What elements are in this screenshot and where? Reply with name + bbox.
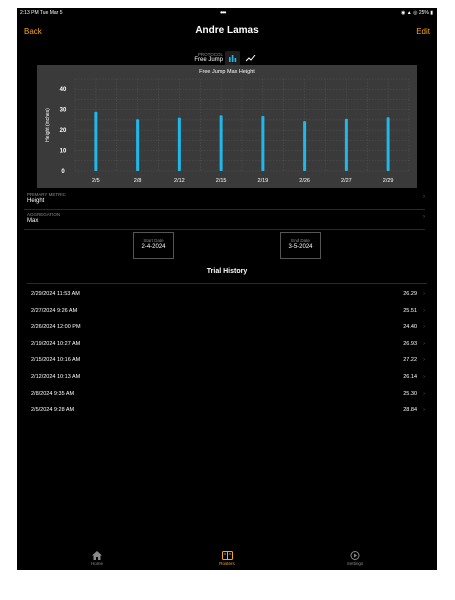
- chevron-right-icon: ›: [423, 324, 425, 331]
- bar-chart: [37, 65, 417, 188]
- trial-row[interactable]: [27, 352, 425, 369]
- protocol-value: Free Jump: [194, 57, 223, 63]
- chevron-right-icon: ›: [423, 373, 425, 380]
- bar: [220, 115, 223, 171]
- chevron-right-icon: ›: [423, 340, 425, 347]
- y-tick-label: 40: [59, 87, 67, 94]
- aggregation-row[interactable]: [24, 211, 425, 230]
- trial-row[interactable]: [27, 303, 425, 320]
- bar: [345, 119, 348, 171]
- trial-value: 25.30: [403, 390, 417, 397]
- edit-button[interactable]: Edit: [416, 27, 430, 36]
- trial-row[interactable]: [27, 286, 425, 303]
- bar-chart-icon: [225, 51, 240, 66]
- chart-svg: [37, 65, 417, 188]
- protocol-label: PROTOCOL: [197, 52, 223, 57]
- trial-date: 2/27/2024 9:26 AM: [31, 307, 78, 314]
- trial-value: 26.29: [403, 291, 417, 297]
- primary-metric-label: PRIMARY METRIC: [27, 192, 66, 197]
- end-date-label: End Date: [291, 238, 310, 243]
- trial-date: 2/12/2024 10:13 AM: [31, 373, 81, 380]
- back-button[interactable]: Back: [24, 27, 42, 36]
- status-time: 2:13 PM Tue Mar 5: [20, 10, 63, 16]
- x-tick-label: 2/26: [299, 178, 310, 184]
- aggregation-value: Max: [27, 218, 39, 224]
- y-tick-label: 0: [61, 169, 65, 175]
- x-tick-label: 2/19: [257, 178, 269, 184]
- home-icon: [92, 551, 102, 560]
- multitask-dots[interactable]: •••: [220, 8, 226, 17]
- x-tick-label: 2/29: [382, 178, 394, 184]
- trial-value: 25.51: [403, 307, 417, 314]
- app-screen: [17, 8, 437, 570]
- y-tick-label: 30: [59, 107, 67, 114]
- trial-history-title: Trial History: [206, 268, 248, 275]
- tab-bar: [17, 551, 437, 570]
- trial-value: 28.84: [403, 407, 417, 413]
- line-chart-toggle[interactable]: [243, 51, 258, 66]
- trial-value: 24.40: [403, 324, 417, 331]
- chevron-right-icon: ›: [423, 307, 425, 314]
- start-date-button[interactable]: [133, 232, 174, 259]
- y-axis-label: Height (inches): [45, 108, 51, 142]
- status-bar: [17, 8, 437, 18]
- tab-home-label: Home: [90, 561, 103, 566]
- primary-metric-row[interactable]: [24, 191, 425, 210]
- trial-row[interactable]: [27, 319, 425, 336]
- trial-value: 27.22: [403, 357, 417, 364]
- tab-home[interactable]: [77, 551, 117, 566]
- x-tick-label: 2/5: [92, 178, 100, 184]
- aggregation-label: AGGREGATION: [27, 212, 61, 217]
- chart-title: Free Jump Max Height: [199, 69, 255, 75]
- trial-row[interactable]: [27, 336, 425, 353]
- trial-value: 26.14: [403, 373, 417, 380]
- end-date-button[interactable]: [280, 232, 321, 259]
- trial-date: 2/8/2024 9:35 AM: [31, 390, 75, 397]
- chevron-right-icon: ›: [423, 194, 425, 200]
- trial-date: 2/26/2024 12:00 PM: [31, 324, 81, 331]
- rosters-icon: [222, 551, 233, 560]
- nav-bar: [17, 24, 437, 44]
- x-tick-label: 2/8: [133, 178, 142, 184]
- line-chart-icon: [243, 51, 258, 66]
- trial-row[interactable]: [27, 369, 425, 386]
- protocol-selector[interactable]: [189, 52, 223, 63]
- y-tick-label: 20: [59, 128, 67, 135]
- trial-value: 26.93: [403, 340, 417, 347]
- chevron-right-icon: ›: [423, 407, 425, 413]
- trial-row[interactable]: [27, 402, 425, 413]
- tab-rosters[interactable]: [207, 551, 247, 566]
- settings-icon: [350, 551, 360, 560]
- bar-chart-toggle[interactable]: [225, 51, 240, 66]
- x-tick-label: 2/12: [174, 178, 185, 184]
- bar: [178, 118, 181, 171]
- page-title: Andre Lamas: [195, 25, 259, 36]
- trial-row[interactable]: [27, 386, 425, 403]
- y-tick-label: 10: [59, 148, 67, 155]
- x-tick-label: 2/27: [341, 178, 352, 184]
- chevron-right-icon: ›: [423, 214, 425, 220]
- trial-date: 2/15/2024 10:16 AM: [31, 357, 81, 364]
- trial-date: 2/5/2024 9:28 AM: [31, 407, 75, 413]
- bar: [387, 117, 390, 171]
- bar: [303, 121, 306, 171]
- tab-rosters-label: Rosters: [219, 561, 235, 566]
- tab-settings[interactable]: [335, 551, 375, 566]
- divider: [27, 283, 427, 284]
- start-date-value: 2-4-2024: [141, 244, 166, 250]
- chevron-right-icon: ›: [423, 291, 425, 297]
- bar: [261, 116, 264, 171]
- end-date-value: 3-5-2024: [288, 244, 313, 250]
- trial-date: 2/29/2024 11:53 AM: [31, 291, 80, 297]
- x-tick-label: 2/15: [215, 178, 227, 184]
- trial-date: 2/19/2024 10:27 AM: [31, 340, 81, 347]
- primary-metric-value: Height: [27, 198, 45, 204]
- status-indicators: ◉ ▲ ◎ 25% ▮: [401, 10, 433, 16]
- bar: [94, 112, 97, 171]
- start-date-label: Start Date: [143, 238, 164, 243]
- trial-history-list[interactable]: [27, 286, 425, 413]
- chevron-right-icon: ›: [423, 357, 425, 364]
- chevron-right-icon: ›: [423, 390, 425, 397]
- tab-settings-label: Settings: [346, 561, 364, 566]
- bar: [136, 119, 139, 171]
